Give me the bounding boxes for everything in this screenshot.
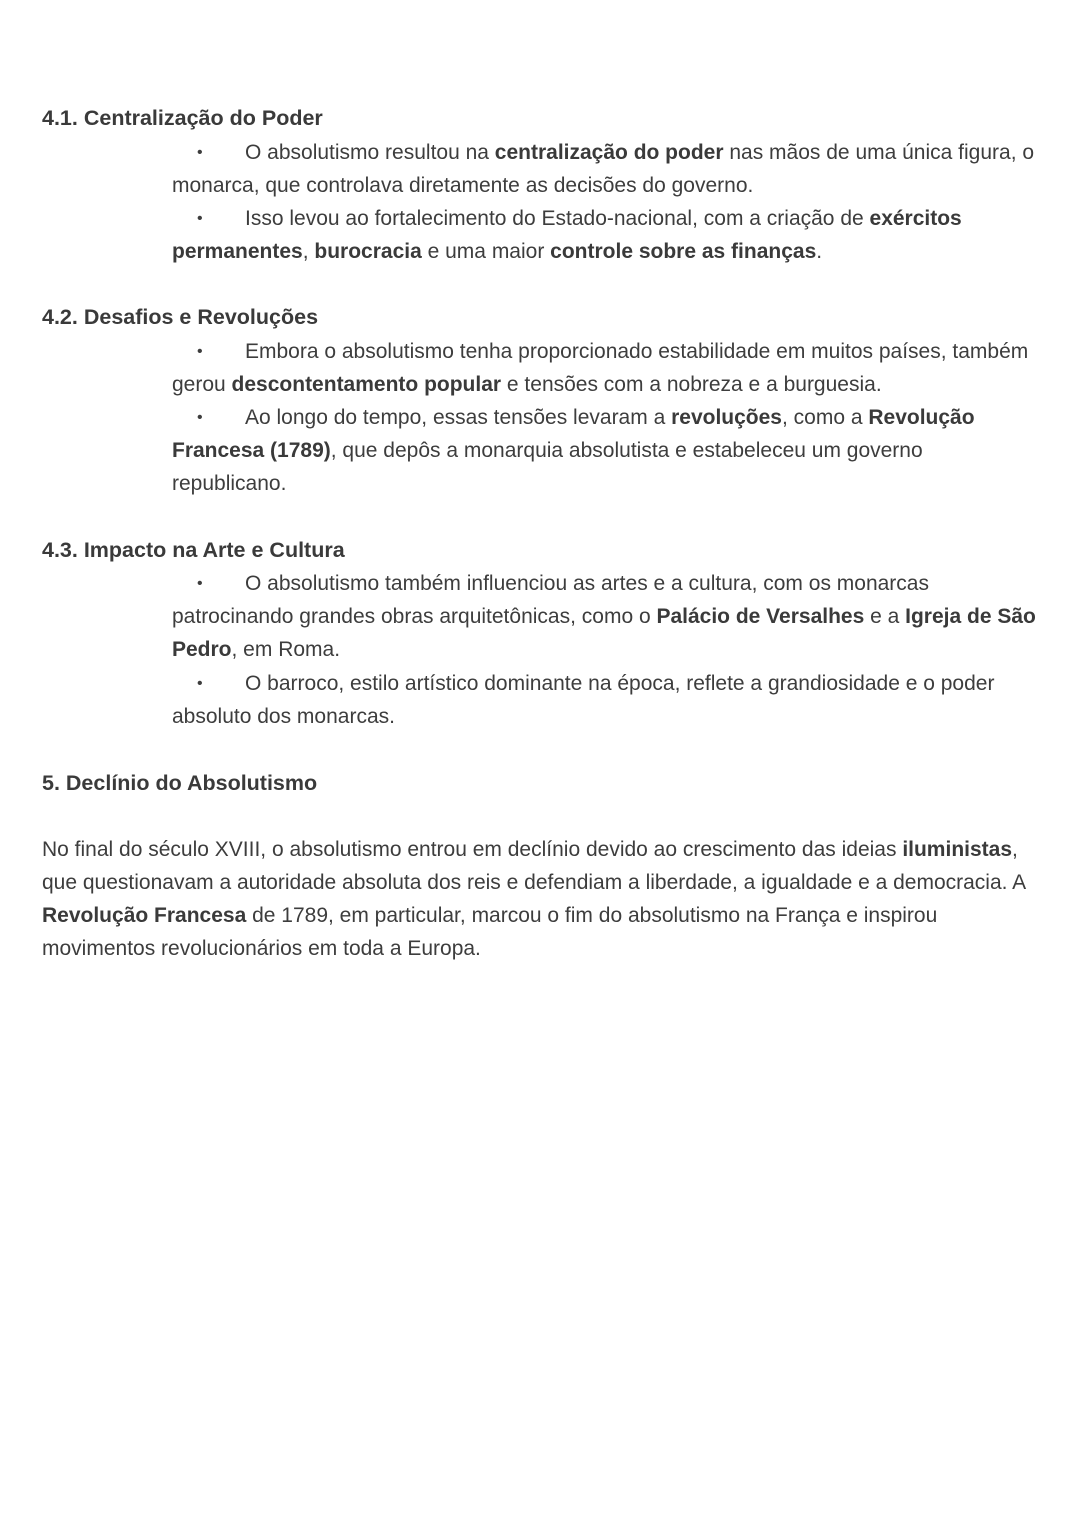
section-heading-4-3: 4.3. Impacto na Arte e Cultura [42, 538, 345, 562]
bold-term: Revolução Francesa [42, 904, 247, 927]
bullet-icon: • [197, 343, 203, 360]
section-heading-4-1: 4.1. Centralização do Poder [42, 106, 323, 130]
bold-term: centralização do poder [494, 141, 724, 164]
list-item: • Embora o absolutismo tenha proporcionado estabilidade em muitos países, também gerou descontentamento popular e tensões com a nobreza e a burguesia. [172, 335, 1042, 401]
bullet-icon: • [197, 144, 203, 161]
bold-term: Revolução Francesa (1789) [172, 406, 975, 462]
list-item: • O absolutismo também influenciou as artes e a cultura, com os monarcas patrocinando grandes obras arquitetônicas, como o Palácio de Versalhes e a Igreja de São Pedro, em Roma. [172, 567, 1042, 666]
bullet-icon: • [197, 575, 203, 592]
list-item: • Ao longo do tempo, essas tensões levaram a revoluções, como a Revolução Francesa (1789), que depôs a monarquia absolutista e estabeleceu um governo republicano. [172, 401, 1042, 500]
bold-term: descontentamento popular [231, 373, 502, 396]
bold-term: Igreja de São Pedro [172, 605, 1036, 661]
bullet-icon: • [197, 210, 203, 227]
bold-term: revoluções [671, 406, 782, 429]
bold-term: Palácio de Versalhes [656, 605, 865, 628]
section-heading-5: 5. Declínio do Absolutismo [42, 771, 318, 795]
bold-term: burocracia [314, 240, 422, 263]
list-item: • O barroco, estilo artístico dominante na época, reflete a grandiosidade e o poder absoluto dos monarcas. [172, 667, 1042, 733]
bullet-icon: • [197, 409, 203, 426]
body-paragraph: No final do século XVIII, o absolutismo entrou em declínio devido ao crescimento das ideias iluministas, que questionavam a autoridade absoluta dos reis e defendiam a liberdade, a igualdade e a democracia. A Revolução Francesa de 1789, em particular, marcou o fim do absolutismo na França e inspirou movimentos revolucionários em toda a Europa. [42, 838, 1026, 960]
bold-term: iluministas [902, 838, 1013, 861]
section-heading-4-2: 4.2. Desafios e Revoluções [42, 305, 319, 329]
list-item: • O absolutismo resultou na centralização do poder nas mãos de uma única figura, o monarca, que controlava diretamente as decisões do governo. [172, 136, 1042, 202]
bold-term: controle sobre as finanças [550, 240, 817, 263]
bullet-icon: • [197, 675, 203, 692]
bold-term: exércitos permanentes [172, 207, 962, 263]
list-item: • Isso levou ao fortalecimento do Estado-nacional, com a criação de exércitos permanentes, burocracia e uma maior controle sobre as finanças. [172, 202, 1042, 268]
